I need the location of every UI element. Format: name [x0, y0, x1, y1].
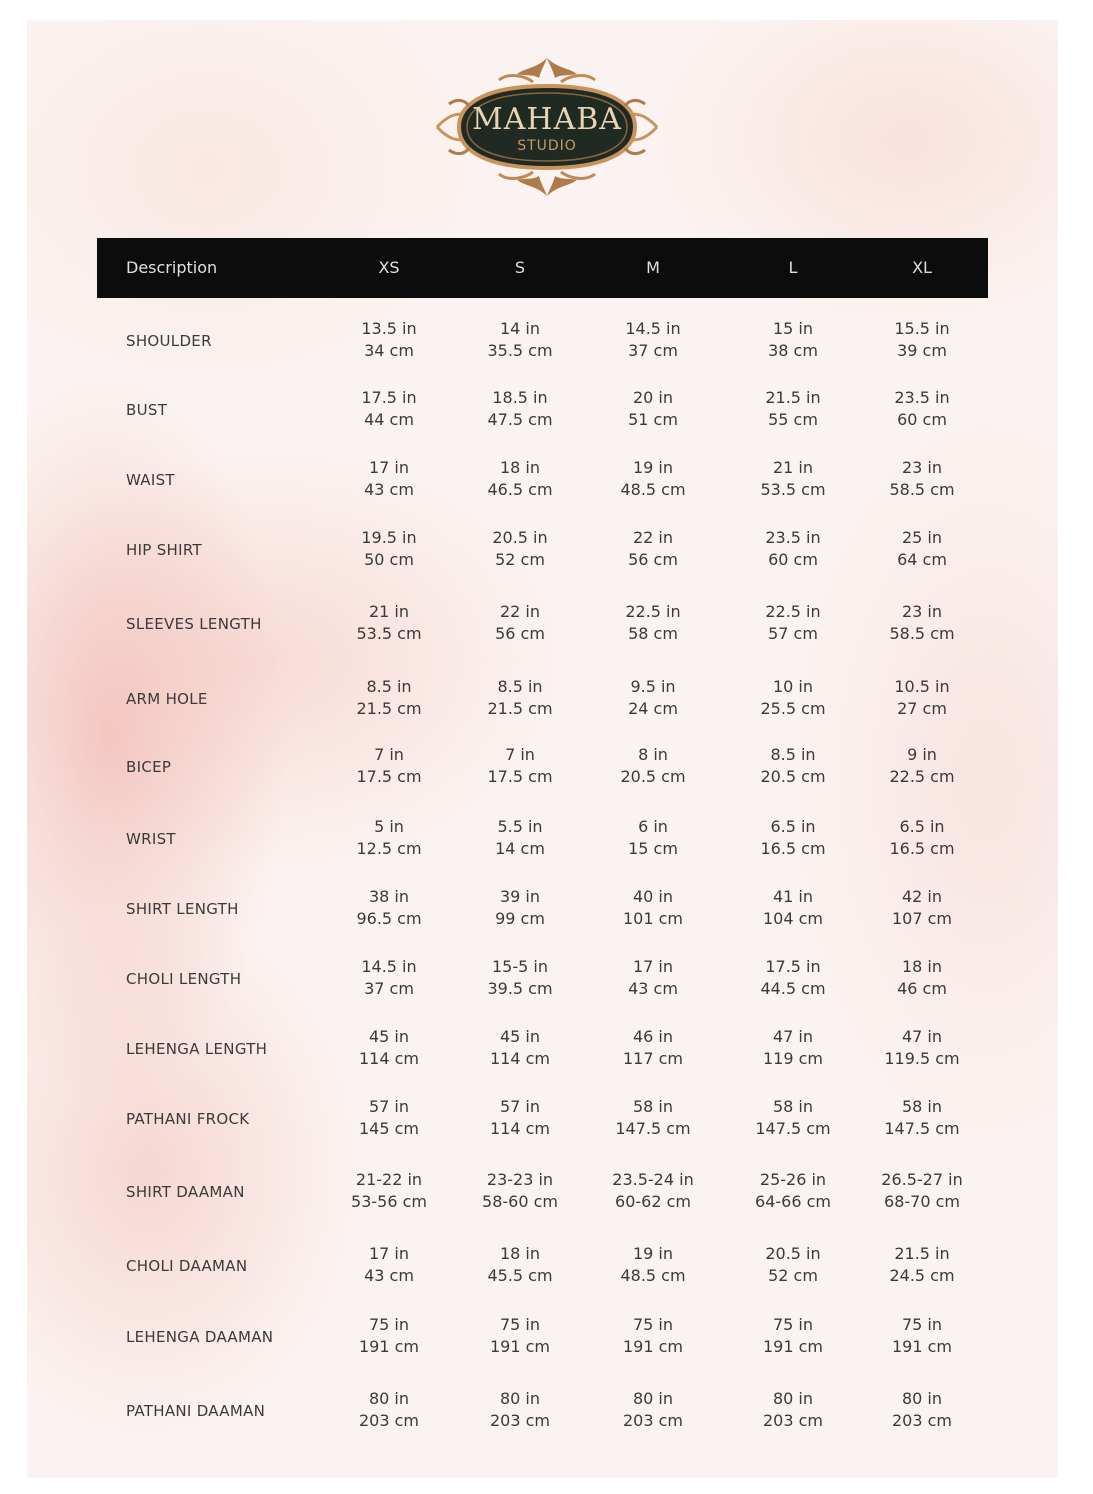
table-header [97, 238, 988, 298]
value-inches: 80 in [772, 1389, 814, 1408]
size-cell [324, 1314, 454, 1358]
value-inches: 7 in [374, 745, 404, 764]
size-cell [588, 527, 718, 571]
size-cell [324, 676, 454, 720]
size-cell [728, 1096, 858, 1140]
value-inches: 21.5 in [765, 388, 821, 407]
value-inches: 18 in [499, 1244, 541, 1263]
value-cm: 24 cm [628, 699, 678, 718]
value-inches: 8.5 in [497, 677, 543, 696]
size-cell [857, 457, 987, 501]
value-cm: 191 cm [762, 1337, 823, 1356]
size-cell [455, 601, 585, 645]
value-cm: 203 cm [891, 1411, 952, 1430]
value-cm: 15 cm [628, 839, 678, 858]
size-cell [324, 1243, 454, 1287]
size-cell [857, 1243, 987, 1287]
size-cell [324, 886, 454, 930]
row-label: LEHENGA LENGTH [126, 1040, 268, 1058]
size-cell [728, 1388, 858, 1432]
value-cm: 50 cm [364, 550, 414, 569]
row-label: LEHENGA DAAMAN [126, 1328, 274, 1346]
size-cell [455, 1169, 585, 1213]
value-inches: 23.5 in [765, 528, 821, 547]
table-row [97, 1382, 988, 1440]
size-cell [857, 1026, 987, 1070]
row-label: PATHANI FROCK [126, 1110, 250, 1128]
value-cm: 64 cm [897, 550, 947, 569]
size-cell [588, 676, 718, 720]
value-inches: 5 in [374, 817, 404, 836]
value-inches: 19 in [632, 458, 674, 477]
size-cell [324, 527, 454, 571]
table-row [97, 595, 988, 653]
value-inches: 8 in [638, 745, 668, 764]
value-inches: 46 in [632, 1027, 674, 1046]
value-cm: 21.5 cm [487, 699, 553, 718]
table-row [97, 950, 988, 1008]
size-cell [857, 1314, 987, 1358]
value-cm: 53.5 cm [760, 480, 826, 499]
value-inches: 6 in [638, 817, 668, 836]
size-cell [728, 744, 858, 788]
row-label: ARM HOLE [126, 690, 208, 708]
size-cell [588, 1169, 718, 1213]
value-inches: 25-26 in [759, 1170, 827, 1189]
size-cell [588, 816, 718, 860]
value-inches: 17 in [368, 458, 410, 477]
value-cm: 58-60 cm [482, 1192, 558, 1211]
size-cell [857, 318, 987, 362]
value-inches: 80 in [901, 1389, 943, 1408]
value-inches: 23 in [901, 602, 943, 621]
size-cell [728, 601, 858, 645]
table-row [97, 1020, 988, 1078]
value-cm: 145 cm [358, 1119, 419, 1138]
value-inches: 18 in [499, 458, 541, 477]
size-cell [728, 457, 858, 501]
value-inches: 75 in [901, 1315, 943, 1334]
value-cm: 25.5 cm [760, 699, 826, 718]
size-cell [728, 1169, 858, 1213]
value-cm: 53.5 cm [356, 624, 422, 643]
size-cell [728, 676, 858, 720]
value-inches: 80 in [499, 1389, 541, 1408]
value-inches: 41 in [772, 887, 814, 906]
value-cm: 37 cm [364, 979, 414, 998]
size-cell [728, 318, 858, 362]
row-label: SHIRT LENGTH [126, 900, 239, 918]
size-cell [588, 1096, 718, 1140]
value-inches: 75 in [632, 1315, 674, 1334]
value-inches: 21 in [772, 458, 814, 477]
value-inches: 14.5 in [625, 319, 681, 338]
value-cm: 56 cm [495, 624, 545, 643]
value-cm: 60-62 cm [615, 1192, 691, 1211]
size-cell [857, 744, 987, 788]
size-cell [455, 1243, 585, 1287]
size-cell [728, 527, 858, 571]
value-cm: 114 cm [489, 1049, 550, 1068]
value-cm: 56 cm [628, 550, 678, 569]
value-inches: 22.5 in [765, 602, 821, 621]
size-cell [857, 387, 987, 431]
size-cell [728, 1314, 858, 1358]
size-cell [324, 1388, 454, 1432]
brand-subtitle: STUDIO [517, 138, 577, 154]
value-inches: 23 in [901, 458, 943, 477]
value-inches: 9.5 in [630, 677, 676, 696]
size-cell [324, 816, 454, 860]
table-row [97, 670, 988, 728]
value-cm: 107 cm [891, 909, 952, 928]
value-inches: 23-23 in [486, 1170, 554, 1189]
value-cm: 35.5 cm [487, 341, 553, 360]
table-row [97, 312, 988, 370]
size-cell [588, 318, 718, 362]
size-cell [588, 744, 718, 788]
value-inches: 58 in [632, 1097, 674, 1116]
value-inches: 75 in [499, 1315, 541, 1334]
value-cm: 46.5 cm [487, 480, 553, 499]
size-cell [455, 1096, 585, 1140]
value-cm: 104 cm [762, 909, 823, 928]
value-cm: 117 cm [622, 1049, 683, 1068]
value-cm: 191 cm [891, 1337, 952, 1356]
value-cm: 58 cm [628, 624, 678, 643]
size-cell [455, 816, 585, 860]
value-inches: 26.5-27 in [881, 1170, 963, 1189]
value-inches: 10 in [772, 677, 814, 696]
value-cm: 191 cm [358, 1337, 419, 1356]
size-chart-card [27, 20, 1058, 1478]
value-inches: 9 in [907, 745, 937, 764]
value-cm: 147.5 cm [884, 1119, 960, 1138]
size-cell [728, 886, 858, 930]
value-inches: 5.5 in [497, 817, 543, 836]
value-inches: 21 in [368, 602, 410, 621]
value-cm: 44 cm [364, 410, 414, 429]
value-inches: 57 in [499, 1097, 541, 1116]
size-cell [588, 1388, 718, 1432]
header-size-l: L [788, 258, 798, 277]
size-cell [857, 1388, 987, 1432]
value-inches: 21-22 in [355, 1170, 423, 1189]
size-cell [857, 886, 987, 930]
value-inches: 45 in [499, 1027, 541, 1046]
value-cm: 191 cm [622, 1337, 683, 1356]
header-size-m: M [646, 258, 660, 277]
value-inches: 7 in [505, 745, 535, 764]
value-cm: 39 cm [897, 341, 947, 360]
value-cm: 39.5 cm [487, 979, 553, 998]
row-label: CHOLI LENGTH [126, 970, 242, 988]
size-cell [324, 956, 454, 1000]
value-inches: 40 in [632, 887, 674, 906]
value-inches: 19 in [632, 1244, 674, 1263]
value-cm: 44.5 cm [760, 979, 826, 998]
size-cell [857, 1169, 987, 1213]
value-cm: 20.5 cm [760, 767, 826, 786]
value-inches: 20.5 in [765, 1244, 821, 1263]
value-cm: 20.5 cm [620, 767, 686, 786]
value-cm: 58.5 cm [889, 624, 955, 643]
header-size-s: S [514, 258, 526, 277]
value-inches: 6.5 in [770, 817, 816, 836]
row-label: BUST [126, 401, 168, 419]
value-cm: 96.5 cm [356, 909, 422, 928]
value-inches: 20.5 in [492, 528, 548, 547]
row-label: WAIST [126, 471, 175, 489]
size-cell [728, 1026, 858, 1070]
table-row [97, 1090, 988, 1148]
size-cell [324, 457, 454, 501]
size-cell [455, 1026, 585, 1070]
table-row [97, 1163, 988, 1221]
table-row [97, 451, 988, 509]
value-cm: 17.5 cm [356, 767, 422, 786]
size-cell [455, 676, 585, 720]
size-cell [324, 1169, 454, 1213]
value-inches: 75 in [368, 1315, 410, 1334]
size-cell [857, 527, 987, 571]
value-inches: 14.5 in [361, 957, 417, 976]
row-label: SLEEVES LENGTH [126, 615, 262, 633]
size-cell [324, 1026, 454, 1070]
value-inches: 38 in [368, 887, 410, 906]
value-inches: 17 in [368, 1244, 410, 1263]
value-cm: 114 cm [358, 1049, 419, 1068]
value-inches: 39 in [499, 887, 541, 906]
value-cm: 147.5 cm [755, 1119, 831, 1138]
size-cell [728, 1243, 858, 1287]
value-cm: 51 cm [628, 410, 678, 429]
value-inches: 58 in [901, 1097, 943, 1116]
size-cell [324, 1096, 454, 1140]
size-cell [857, 956, 987, 1000]
table-row [97, 381, 988, 439]
size-cell [588, 1026, 718, 1070]
size-cell [455, 744, 585, 788]
value-inches: 57 in [368, 1097, 410, 1116]
size-cell [455, 886, 585, 930]
value-cm: 21.5 cm [356, 699, 422, 718]
table-row [97, 1308, 988, 1366]
size-cell [588, 956, 718, 1000]
value-cm: 99 cm [495, 909, 545, 928]
size-cell [324, 318, 454, 362]
value-cm: 68-70 cm [884, 1192, 960, 1211]
value-cm: 203 cm [489, 1411, 550, 1430]
value-inches: 18.5 in [492, 388, 548, 407]
header-size-xl: XL [912, 258, 932, 277]
value-inches: 19.5 in [361, 528, 417, 547]
row-label: PATHANI DAAMAN [126, 1402, 266, 1420]
value-inches: 47 in [901, 1027, 943, 1046]
header-size-xs: XS [378, 258, 400, 277]
value-cm: 114 cm [489, 1119, 550, 1138]
value-inches: 17 in [632, 957, 674, 976]
value-inches: 80 in [632, 1389, 674, 1408]
value-cm: 119 cm [762, 1049, 823, 1068]
value-inches: 14 in [499, 319, 541, 338]
value-cm: 48.5 cm [620, 480, 686, 499]
size-cell [455, 1388, 585, 1432]
table-row [97, 880, 988, 938]
value-cm: 53-56 cm [351, 1192, 427, 1211]
size-cell [588, 387, 718, 431]
value-cm: 37 cm [628, 341, 678, 360]
value-inches: 10.5 in [894, 677, 950, 696]
value-cm: 43 cm [364, 1266, 414, 1285]
size-cell [455, 387, 585, 431]
size-cell [455, 1314, 585, 1358]
value-inches: 17.5 in [765, 957, 821, 976]
size-cell [728, 956, 858, 1000]
size-cell [588, 601, 718, 645]
value-cm: 38 cm [768, 341, 818, 360]
value-inches: 22 in [632, 528, 674, 547]
value-inches: 8.5 in [366, 677, 412, 696]
value-cm: 16.5 cm [760, 839, 826, 858]
value-inches: 6.5 in [899, 817, 945, 836]
value-inches: 45 in [368, 1027, 410, 1046]
value-inches: 15.5 in [894, 319, 950, 338]
value-inches: 20 in [632, 388, 674, 407]
size-cell [728, 387, 858, 431]
value-cm: 55 cm [768, 410, 818, 429]
value-cm: 46 cm [897, 979, 947, 998]
row-label: SHOULDER [126, 332, 212, 350]
size-cell [588, 457, 718, 501]
value-inches: 13.5 in [361, 319, 417, 338]
value-inches: 25 in [901, 528, 943, 547]
row-label: CHOLI DAAMAN [126, 1257, 248, 1275]
table-row [97, 1237, 988, 1295]
value-cm: 203 cm [622, 1411, 683, 1430]
value-cm: 58.5 cm [889, 480, 955, 499]
value-cm: 27 cm [897, 699, 947, 718]
value-inches: 23.5 in [894, 388, 950, 407]
value-cm: 17.5 cm [487, 767, 553, 786]
value-inches: 23.5-24 in [612, 1170, 694, 1189]
size-cell [455, 318, 585, 362]
value-cm: 22.5 cm [889, 767, 955, 786]
value-inches: 15-5 in [492, 957, 548, 976]
size-cell [588, 886, 718, 930]
header-description: Description [126, 258, 218, 277]
value-inches: 22.5 in [625, 602, 681, 621]
value-inches: 15 in [772, 319, 814, 338]
value-cm: 203 cm [762, 1411, 823, 1430]
value-cm: 34 cm [364, 341, 414, 360]
size-cell [588, 1314, 718, 1358]
value-cm: 64-66 cm [755, 1192, 831, 1211]
value-cm: 16.5 cm [889, 839, 955, 858]
value-cm: 101 cm [622, 909, 683, 928]
value-cm: 48.5 cm [620, 1266, 686, 1285]
size-cell [324, 387, 454, 431]
brand-name: MAHABA [472, 102, 622, 137]
value-cm: 45.5 cm [487, 1266, 553, 1285]
value-cm: 52 cm [495, 550, 545, 569]
row-label: SHIRT DAAMAN [126, 1183, 245, 1201]
value-cm: 119.5 cm [884, 1049, 960, 1068]
value-inches: 18 in [901, 957, 943, 976]
value-cm: 12.5 cm [356, 839, 422, 858]
value-cm: 43 cm [364, 480, 414, 499]
table-row [97, 738, 988, 796]
size-cell [588, 1243, 718, 1287]
row-label: BICEP [126, 758, 172, 776]
value-cm: 203 cm [358, 1411, 419, 1430]
value-inches: 58 in [772, 1097, 814, 1116]
size-cell [455, 956, 585, 1000]
value-cm: 191 cm [489, 1337, 550, 1356]
value-inches: 42 in [901, 887, 943, 906]
value-cm: 47.5 cm [487, 410, 553, 429]
size-cell [324, 601, 454, 645]
size-cell [857, 1096, 987, 1140]
size-cell [857, 601, 987, 645]
size-cell [857, 816, 987, 860]
size-cell [324, 744, 454, 788]
value-cm: 52 cm [768, 1266, 818, 1285]
size-cell [455, 457, 585, 501]
brand-logo [429, 54, 665, 200]
value-inches: 8.5 in [770, 745, 816, 764]
value-inches: 75 in [772, 1315, 814, 1334]
value-inches: 22 in [499, 602, 541, 621]
value-cm: 43 cm [628, 979, 678, 998]
row-label: HIP SHIRT [126, 541, 202, 559]
value-inches: 80 in [368, 1389, 410, 1408]
value-inches: 47 in [772, 1027, 814, 1046]
value-cm: 60 cm [897, 410, 947, 429]
value-cm: 60 cm [768, 550, 818, 569]
value-inches: 17.5 in [361, 388, 417, 407]
table-row [97, 810, 988, 868]
table-row [97, 521, 988, 579]
value-cm: 57 cm [768, 624, 818, 643]
value-cm: 14 cm [495, 839, 545, 858]
size-cell [455, 527, 585, 571]
row-label: WRIST [126, 830, 176, 848]
value-inches: 21.5 in [894, 1244, 950, 1263]
value-cm: 24.5 cm [889, 1266, 955, 1285]
value-cm: 147.5 cm [615, 1119, 691, 1138]
size-cell [728, 816, 858, 860]
size-cell [857, 676, 987, 720]
